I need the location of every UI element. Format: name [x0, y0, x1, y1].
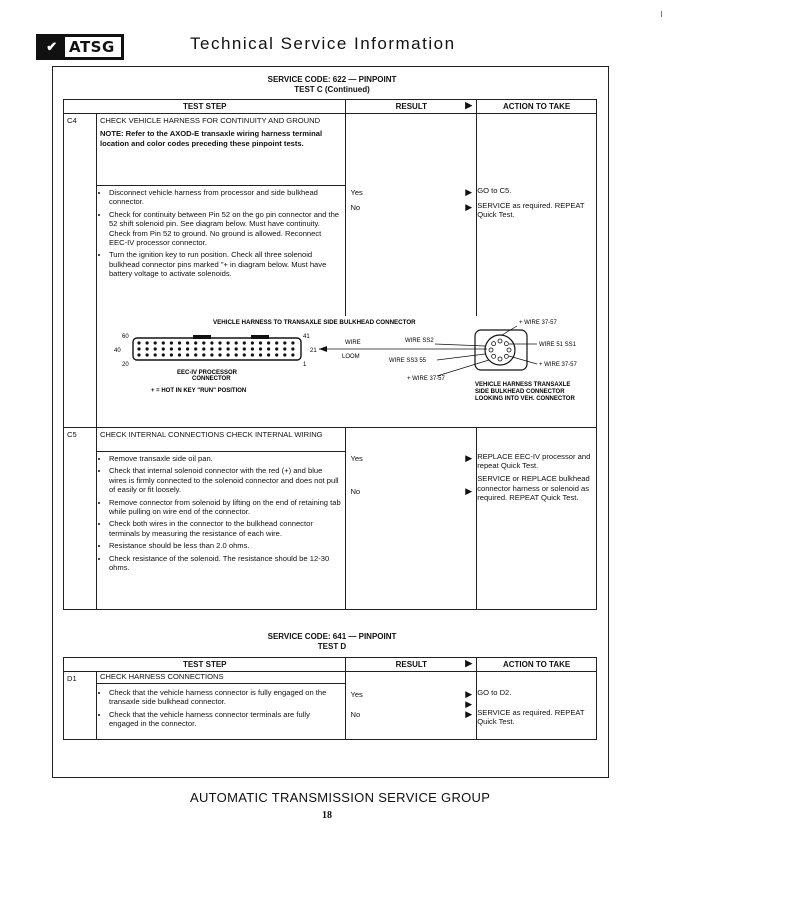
- connector-pin: [210, 353, 213, 356]
- bulkhead-pin: [498, 357, 502, 361]
- hot-key-legend: + = HOT IN KEY "RUN" POSITION: [150, 387, 247, 394]
- action-blank: [477, 428, 597, 452]
- result-yes: Yes: [350, 187, 363, 197]
- action-c5: [477, 452, 597, 610]
- connector-pin: [291, 347, 294, 350]
- bulkhead-pin: [489, 348, 493, 352]
- step-c4-note: NOTE: Refer to the AXOD-E transaxle wiring harness terminal location and color codes preceding these pinpoint tests.: [99, 129, 323, 148]
- bulkhead-label-1: VEHICLE HARNESS TRANSAXLE: [474, 381, 571, 388]
- connector-pin: [154, 341, 157, 344]
- wire-3757-label: + WIRE 37-57: [538, 361, 577, 368]
- connector-pin: [202, 341, 205, 344]
- leader-line: [509, 356, 537, 364]
- result-row: [346, 710, 476, 719]
- col-result-label: RESULT: [395, 659, 428, 669]
- processor-label-1: EEC-IV PROCESSOR: [176, 369, 237, 376]
- bulkhead-label-3: LOOKING INTO VEH. CONNECTOR: [474, 395, 575, 402]
- pin-label: 41: [302, 333, 310, 340]
- connector-pin: [202, 347, 205, 350]
- list-item: • Check both wires in the connector to the bulkhead connector terminals by measuring the resistance of each wire.: [109, 519, 342, 538]
- connector-pin: [178, 347, 181, 350]
- connector-pin: [283, 353, 286, 356]
- action-no: SERVICE as required. REPEAT Quick Test.: [477, 707, 585, 727]
- action-blank: [477, 114, 597, 186]
- connector-pin: [243, 347, 246, 350]
- result-d1: [346, 684, 477, 740]
- diagram-cell: [96, 316, 596, 428]
- result-row: [346, 203, 476, 212]
- connector-pin: [218, 347, 221, 350]
- connector-pin: [251, 353, 254, 356]
- col-header-result: [346, 658, 477, 672]
- connector-pin: [178, 341, 181, 344]
- step-c4-list: [97, 188, 346, 279]
- page-number: 18: [322, 810, 332, 821]
- step-c4-body: [96, 186, 346, 316]
- bulkhead-pin: [492, 341, 496, 345]
- pin-label: 60: [121, 333, 129, 340]
- result-row: [346, 487, 476, 496]
- bulkhead-connector-face: [485, 335, 515, 365]
- step-c5-list: [97, 454, 346, 572]
- connector-pin: [162, 353, 165, 356]
- connector-pin: [275, 353, 278, 356]
- arrow-icon: ▶: [465, 452, 473, 463]
- connector-pin: [243, 341, 246, 344]
- connector-pin: [226, 347, 229, 350]
- pin-label: 21: [309, 347, 317, 354]
- connector-pin: [162, 347, 165, 350]
- pin-label: 40: [113, 347, 121, 354]
- arrow-icon: ▶: [465, 186, 473, 197]
- bulkhead-pin: [498, 339, 502, 343]
- connector-latch: [251, 335, 269, 339]
- step-d1-heading: CHECK HARNESS CONNECTIONS: [96, 672, 346, 684]
- connector-pin: [251, 347, 254, 350]
- step-d1-body: [96, 684, 346, 740]
- processor-label-2: CONNECTOR: [191, 375, 231, 382]
- connector-pin: [275, 347, 278, 350]
- step-c5-body: [96, 452, 346, 610]
- list-item: • Disconnect vehicle harness from processor and side bulkhead connector.: [109, 188, 342, 207]
- result-no: No: [350, 710, 361, 720]
- connector-pin: [170, 347, 173, 350]
- connector-pin: [137, 347, 140, 350]
- action-no: SERVICE as required. REPEAT Quick Test.: [477, 200, 585, 220]
- arrow-icon: ▶: [465, 485, 473, 496]
- result-row: [346, 454, 476, 463]
- connector-pin: [194, 353, 197, 356]
- connector-latch: [193, 335, 211, 339]
- connector-pin: [283, 347, 286, 350]
- connector-pin: [194, 347, 197, 350]
- connector-pin: [218, 341, 221, 344]
- bulkhead-pin: [492, 354, 496, 358]
- bulkhead-pins: [489, 339, 511, 361]
- result-c4: [346, 186, 477, 316]
- bulkhead-label-2: SIDE BULKHEAD CONNECTOR: [474, 388, 565, 395]
- arrow-icon: ▶: [465, 688, 473, 699]
- result-yes: Yes: [350, 453, 363, 463]
- step-id-c5: C5: [64, 428, 97, 610]
- connector-pin: [178, 353, 181, 356]
- list-item: • Check that internal solenoid connector with the red (+) and blue wires is firmly connected to the solenoid connector and does not pull of easily or fit loosely.: [109, 466, 342, 494]
- leader-line: [437, 354, 485, 360]
- list-item: • Remove connector from solenoid by lifting on the end of retaining tab while pulling on wire end of the connector.: [109, 498, 342, 517]
- result-yes: Yes: [350, 689, 363, 699]
- connector-pin: [291, 353, 294, 356]
- result-c5: [346, 452, 477, 610]
- wire-3757-label: + WIRE 37-57: [406, 375, 445, 382]
- result-blank: [346, 114, 477, 186]
- step-c4-heading: CHECK VEHICLE HARNESS FOR CONTINUITY AND GROUND: [99, 116, 321, 125]
- action-yes: REPLACE EEC-IV processor and repeat Quick Test.: [477, 451, 591, 470]
- step-d1-list: [97, 688, 346, 729]
- list-item: • Check for continuity between Pin 52 on the go pin connector and the 52 shift solenoid pin. See diagram below. Must have continuity. Check from Pin 52 to ground. No ground is allowed. Reconnect EEC-IV processor connector.: [109, 210, 342, 248]
- test-table-d: [63, 657, 597, 740]
- connector-pin: [226, 341, 229, 344]
- connector-pin: [226, 353, 229, 356]
- action-no: SERVICE or REPLACE bulkhead connector harness or solenoid as required. REPEAT Quick Test.: [477, 474, 590, 503]
- leader-line: [437, 360, 489, 376]
- service-code-heading: [62, 75, 602, 95]
- service-code-heading-2: [62, 632, 602, 652]
- result-row: [346, 700, 476, 709]
- connector-pin: [194, 341, 197, 344]
- step-c4-header: [96, 114, 346, 186]
- list-item: • Check resistance of the solenoid. The resistance should be 12-30 ohms.: [109, 554, 342, 573]
- connector-pin: [275, 341, 278, 344]
- connector-pin: [259, 353, 262, 356]
- list-item: • Check that the vehicle harness connector is fully engaged on the transaxle side bulkhead connector.: [109, 688, 342, 707]
- connector-pin: [154, 347, 157, 350]
- leader-line: [435, 344, 485, 346]
- list-item: • Remove transaxle side oil pan.: [109, 454, 342, 463]
- connector-pin: [137, 341, 140, 344]
- connector-pin: [170, 341, 173, 344]
- bulkhead-connector-body: [475, 330, 527, 370]
- connector-pin: [259, 341, 262, 344]
- scan-mark: [661, 11, 662, 17]
- connector-pin: [267, 353, 270, 356]
- list-item: • Turn the ignition key to run position. Check all three solenoid bulkhead connector pins marked "+ in diagram below. Must have battery voltage to activate solenoids.: [109, 250, 342, 278]
- service-code: SERVICE CODE: 641 — PINPOINT: [267, 632, 397, 641]
- arrow-head: [319, 346, 327, 352]
- connector-pin: [210, 347, 213, 350]
- arrow-icon: ▶: [465, 709, 473, 720]
- col-header-step: TEST STEP: [64, 658, 346, 672]
- bulkhead-pin: [504, 354, 508, 358]
- bulkhead-pin: [507, 348, 511, 352]
- connector-pin: [218, 353, 221, 356]
- diagram-title: VEHICLE HARNESS TO TRANSAXLE SIDE BULKHEAD CONNECTOR: [212, 318, 416, 326]
- result-row: [346, 188, 476, 197]
- result-no: No: [350, 202, 361, 212]
- footer-org: AUTOMATIC TRANSMISSION SERVICE GROUP: [190, 790, 491, 805]
- connector-pin: [137, 353, 140, 356]
- test-label: TEST C (Continued): [294, 85, 370, 94]
- connector-pin: [259, 347, 262, 350]
- arrow-icon: ▶: [465, 698, 473, 709]
- result-blank: [346, 672, 477, 684]
- connector-pin: [202, 353, 205, 356]
- checkmark-icon: ✔: [39, 37, 65, 57]
- col-header-action: ACTION TO TAKE: [477, 100, 597, 114]
- arrow-icon: ▶: [465, 658, 473, 668]
- step-id-d1: D1: [64, 672, 97, 740]
- action-c4: [477, 186, 597, 316]
- wire-3757-label: + WIRE 37-57: [518, 319, 557, 326]
- logo-text: ATSG: [69, 38, 115, 56]
- action-d1: [477, 684, 597, 740]
- pin-label: 1: [302, 361, 307, 368]
- action-yes: GO to D2.: [477, 687, 512, 697]
- col-header-step: TEST STEP: [64, 100, 346, 114]
- bulkhead-connector-diagram: [97, 316, 597, 428]
- col-header-action: ACTION TO TAKE: [477, 658, 597, 672]
- arrow-icon: ▶: [465, 201, 473, 212]
- pin-label: 20: [121, 361, 129, 368]
- action-blank: [477, 672, 597, 684]
- connector-pin: [154, 353, 157, 356]
- connector-pin: [145, 347, 148, 350]
- connector-pin: [210, 341, 213, 344]
- result-blank: [346, 428, 477, 452]
- test-label: TEST D: [317, 642, 347, 651]
- result-no: No: [350, 486, 361, 496]
- service-code: SERVICE CODE: 622 — PINPOINT: [267, 75, 397, 84]
- atsg-logo: [36, 34, 124, 60]
- connector-pin: [291, 341, 294, 344]
- connector-pin: [243, 353, 246, 356]
- connector-pin: [170, 353, 173, 356]
- list-item: • Resistance should be less than 2.0 ohms.: [109, 541, 342, 550]
- test-table-c: [63, 99, 597, 610]
- connector-pin: [283, 341, 286, 344]
- connector-pin: [186, 353, 189, 356]
- page-title: Technical Service Information: [190, 34, 456, 53]
- arrow-icon: ▶: [465, 100, 473, 110]
- wire-51-label: WIRE 51 SS1: [538, 341, 576, 348]
- connector-pin: [186, 347, 189, 350]
- wire-ss2-label: WIRE SS2: [404, 337, 434, 344]
- wire-label: WIRE: [344, 339, 361, 346]
- connector-pin: [267, 341, 270, 344]
- step-c5-heading: CHECK INTERNAL CONNECTIONS CHECK INTERNAL WIRING: [96, 428, 346, 452]
- loom-label: LOOM: [341, 353, 360, 360]
- bulkhead-pin: [504, 341, 508, 345]
- connector-pin: [267, 347, 270, 350]
- wire-ss3-label: WIRE SS3 55: [388, 357, 426, 364]
- col-result-label: RESULT: [395, 101, 428, 111]
- connector-pin: [235, 353, 238, 356]
- connector-pin: [251, 341, 254, 344]
- connector-pin: [235, 347, 238, 350]
- action-yes: GO to C5.: [477, 185, 512, 195]
- result-row: [346, 690, 476, 699]
- connector-pin: [235, 341, 238, 344]
- connector-pin: [162, 341, 165, 344]
- step-id-c4: C4: [64, 114, 97, 428]
- connector-pin: [145, 353, 148, 356]
- list-item: • Check that the vehicle harness connector terminals are fully engaged in the connector.: [109, 710, 342, 729]
- col-header-result: [346, 100, 477, 114]
- connector-pin: [145, 341, 148, 344]
- connector-pin: [186, 341, 189, 344]
- connector-pins: [137, 341, 294, 356]
